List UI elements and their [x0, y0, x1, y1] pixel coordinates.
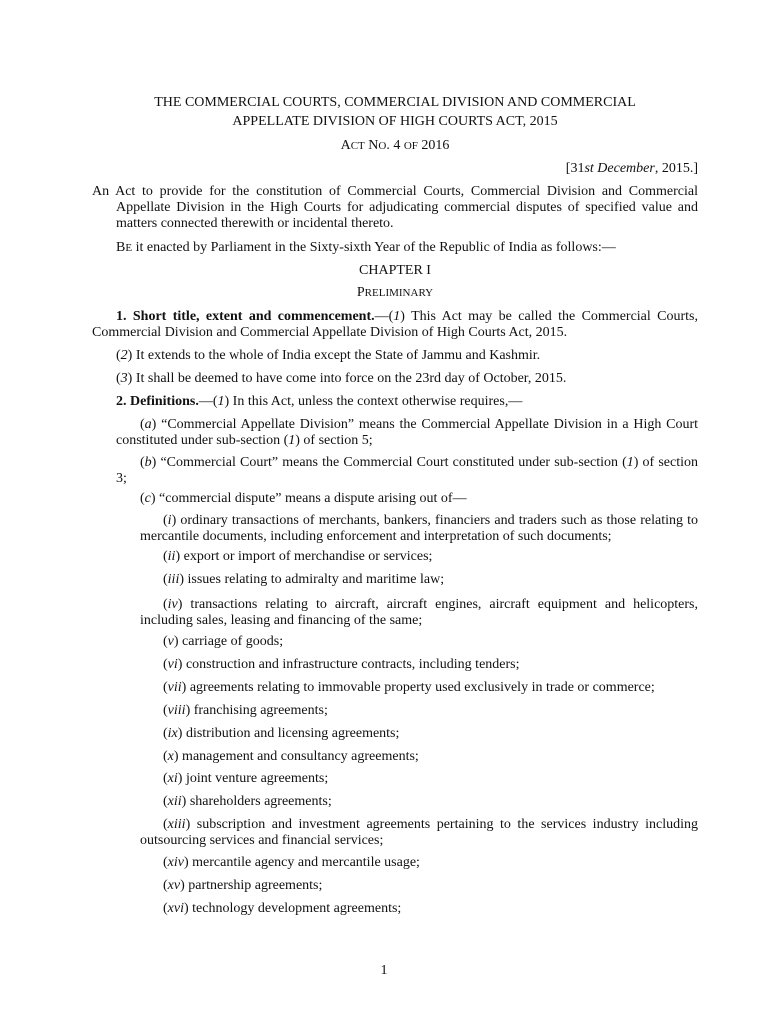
enacting-formula: BE it enacted by Parliament in the Sixty-sixth Year of the Republic of India as follows:—: [116, 240, 616, 255]
page-number: 1: [380, 963, 388, 978]
list-item: (vii) agreements relating to immovable property used exclusively in trade or commerce;: [163, 680, 655, 695]
list-item: (x) management and consultancy agreements;: [163, 749, 419, 764]
act-title-line-2: APPELLATE DIVISION OF HIGH COURTS ACT, 2015: [232, 114, 558, 129]
definition-b: (b) “Commercial Court” means the Commercial Court constituted under sub-section (1) of section 3;: [116, 455, 698, 486]
list-item: (iv) transactions relating to aircraft, aircraft engines, aircraft equipment and helicopters, including sales, leasing and financing of the same;: [140, 597, 698, 628]
chapter-subheading: PRELIMINARY: [356, 285, 434, 300]
section-1-3: (3) It shall be deemed to have come into force on the 23rd day of October, 2015.: [116, 371, 567, 386]
list-item: (xvi) technology development agreements;: [163, 901, 402, 916]
list-item: (xi) joint venture agreements;: [163, 771, 329, 786]
list-item: (xv) partnership agreements;: [163, 878, 323, 893]
list-item: (ii) export or import of merchandise or services;: [163, 549, 433, 564]
list-item: (xii) shareholders agreements;: [163, 794, 332, 809]
preamble: An Act to provide for the constitution of Commercial Courts, Commercial Division and Commercial Appellate Division in the High Courts for adjudicating commercial disputes of specified value and matters connected therewith or incidental thereto.: [92, 184, 698, 231]
definition-a: (a) “Commercial Appellate Division” means the Commercial Appellate Division in a High Court constituted under sub-section (1) of section 5;: [116, 417, 698, 448]
act-number: ACT NO. 4 OF 2016: [340, 138, 450, 153]
list-item: (i) ordinary transactions of merchants, bankers, financiers and traders such as those relating to mercantile documents, including enforcement and interpretation of such documents;: [140, 513, 698, 544]
list-item: (v) carriage of goods;: [163, 634, 284, 649]
section-2: 2. Definitions.—(1) In this Act, unless the context otherwise requires,—: [116, 394, 523, 409]
section-1: 1. Short title, extent and commencement.—(1) This Act may be called the Commercial Courts, Commercial Division and Commercial Appellate Division of High Courts Act, 2015.: [92, 309, 698, 340]
section-1-2: (2) It extends to the whole of India except the State of Jammu and Kashmir.: [116, 348, 541, 363]
list-item: (iii) issues relating to admiralty and maritime law;: [163, 572, 445, 587]
chapter-heading: CHAPTER I: [359, 263, 431, 278]
list-item: (ix) distribution and licensing agreements;: [163, 726, 400, 741]
list-item: (xiv) mercantile agency and mercantile usage;: [163, 855, 420, 870]
enactment-date: [31st December, 2015.]: [565, 161, 698, 176]
act-title-line-1: THE COMMERCIAL COURTS, COMMERCIAL DIVISION AND COMMERCIAL: [154, 95, 636, 110]
list-item: (xiii) subscription and investment agreements pertaining to the services industry including outsourcing services and financial services;: [140, 817, 698, 848]
definition-c: (c) “commercial dispute” means a dispute arising out of—: [140, 491, 467, 506]
list-item: (vi) construction and infrastructure contracts, including tenders;: [163, 657, 520, 672]
list-item: (viii) franchising agreements;: [163, 703, 328, 718]
